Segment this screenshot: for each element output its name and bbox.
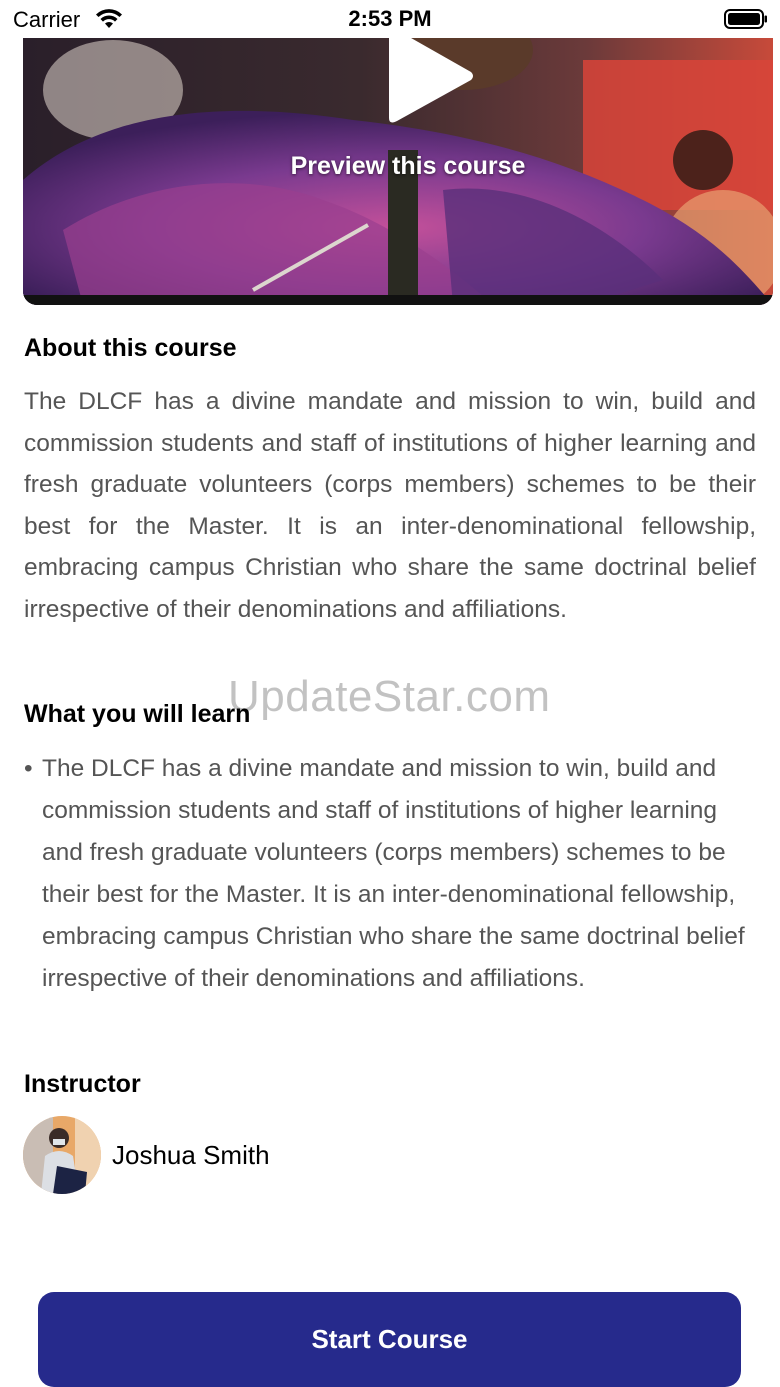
course-preview-video[interactable] [23, 30, 773, 305]
instructor-heading: Instructor [24, 1070, 141, 1098]
learning-outcomes-list [24, 748, 764, 1000]
status-bar [0, 0, 780, 38]
avatar-image [23, 1116, 101, 1194]
learning-outcome-text: The DLCF has a divine mandate and mission to win, build and commission students and staff of institutions of higher learning and fresh graduate volunteers (corps members) schemes to be their best for the Master. It is an inter-denominational fellowship, embracing campus Christian who share the same doctrinal belief irrespective of their denominations and affiliations. [42, 755, 745, 992]
battery-icon [724, 9, 768, 29]
watermark: UpdateStar.com [228, 672, 551, 721]
bullet-icon: • [24, 755, 33, 782]
instructor-avatar[interactable] [23, 1116, 101, 1194]
start-course-button[interactable]: Start Course [38, 1292, 741, 1387]
preview-course-label[interactable]: Preview this course [290, 152, 526, 180]
what-you-will-learn-heading: What you will learn [24, 700, 251, 728]
learning-outcome-item [24, 748, 764, 1000]
carrier-label: Carrier [13, 7, 81, 32]
video-bottom-bar [23, 295, 773, 305]
instructor-name[interactable]: Joshua Smith [112, 1140, 270, 1170]
about-course-text: The DLCF has a divine mandate and mission to win, build and commission students and staff of institutions of higher learning and fresh graduate volunteers (corps members) schemes to be their best for the Master. It is an inter-denominational fellowship, embracing campus Christian who share the same doctrinal belief irrespective of their denominations and affiliations. [24, 388, 756, 623]
play-icon[interactable] [375, 30, 475, 125]
about-course-heading: About this course [24, 334, 237, 362]
clock: 2:53 PM [348, 6, 432, 31]
